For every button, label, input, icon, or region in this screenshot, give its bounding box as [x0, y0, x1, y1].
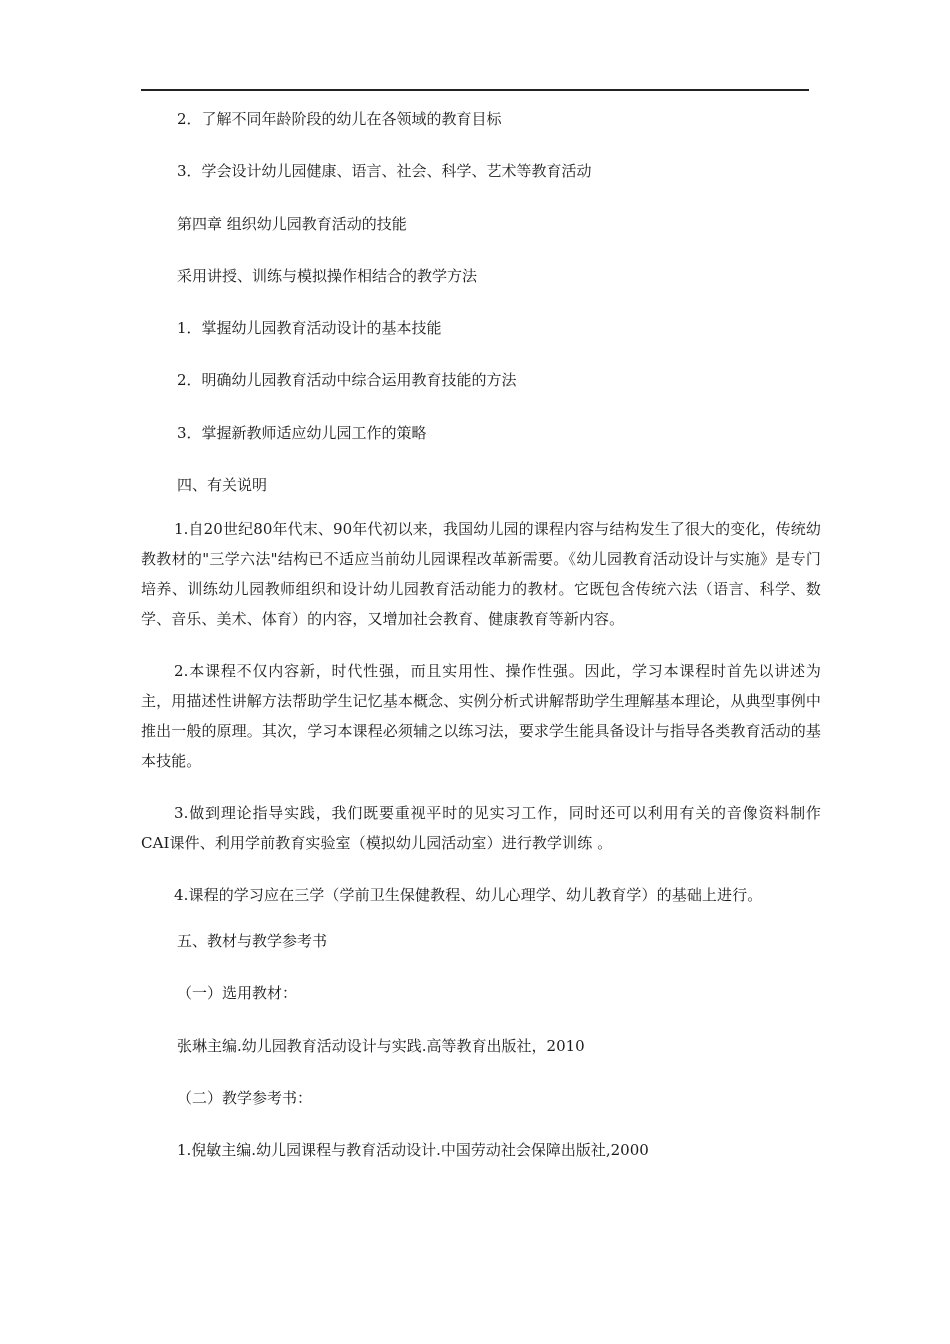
ch4-goal-2: 2．明确幼儿园教育活动中综合运用教育技能的方法 [177, 371, 517, 390]
textbook-entry: 张琳主编.幼儿园教育活动设计与实践.高等教育出版社，2010 [177, 1036, 585, 1055]
document-body [141, 104, 821, 1188]
note-4: 4.课程的学习应在三学（学前卫生保健教程、幼儿心理学、幼儿教育学）的基础上进行。 [174, 886, 763, 905]
header-rule [141, 89, 809, 91]
chapter-4-title: 第四章 组织幼儿园教育活动的技能 [177, 214, 407, 233]
reference-1: 1.倪敏主编.幼儿园课程与教育活动设计.中国劳动社会保障出版社,2000 [177, 1141, 649, 1160]
ch4-goal-1: 1．掌握幼儿园教育活动设计的基本技能 [177, 319, 442, 338]
reference-heading: （二）教学参考书： [177, 1088, 313, 1107]
section-4-heading: 四、有关说明 [177, 476, 268, 495]
goal-3: 3．学会设计幼儿园健康、语言、社会、科学、艺术等教育活动 [177, 162, 592, 181]
note-3: 3.做到理论指导实践，我们既要重视平时的见实习工作，同时还可以利用有关的音像资料制作CAI课件、利用学前教育实验室（模拟幼儿园活动室）进行教学训练 。 [141, 804, 821, 853]
chapter-4-method: 采用讲授、训练与模拟操作相结合的教学方法 [177, 266, 478, 285]
textbook-heading: （一）选用教材： [177, 984, 298, 1003]
section-5-heading: 五、教材与教学参考书 [177, 932, 328, 951]
goal-2: 2．了解不同年龄阶段的幼儿在各领域的教育目标 [177, 110, 502, 128]
note-2: 2.本课程不仅内容新，时代性强，而且实用性、操作性强。因此，学习本课程时首先以讲述为主，用描述性讲解方法帮助学生记忆基本概念、实例分析式讲解帮助学生理解基本理论，从典型事例中推出一般的原理。其次，学习本课程必须辅之以练习法，要求学生能具备设计与指导各类教育活动的基本技能。 [141, 662, 821, 771]
ch4-goal-3: 3．掌握新教师适应幼儿园工作的策略 [177, 423, 427, 442]
note-1: 1.自20世纪80年代末、90年代初以来，我国幼儿园的课程内容与结构发生了很大的变化，传统幼教教材的"三学六法"结构已不适应当前幼儿园课程改革新需要。《幼儿园教育活动设计与实施》是专门培养、训练幼儿园教师组织和设计幼儿园教育活动能力的教材。它既包含传统六法（语言、科学、数学、音乐、美术、体育）的内容，又增加社会教育、健康教育等新内容。 [141, 520, 821, 629]
